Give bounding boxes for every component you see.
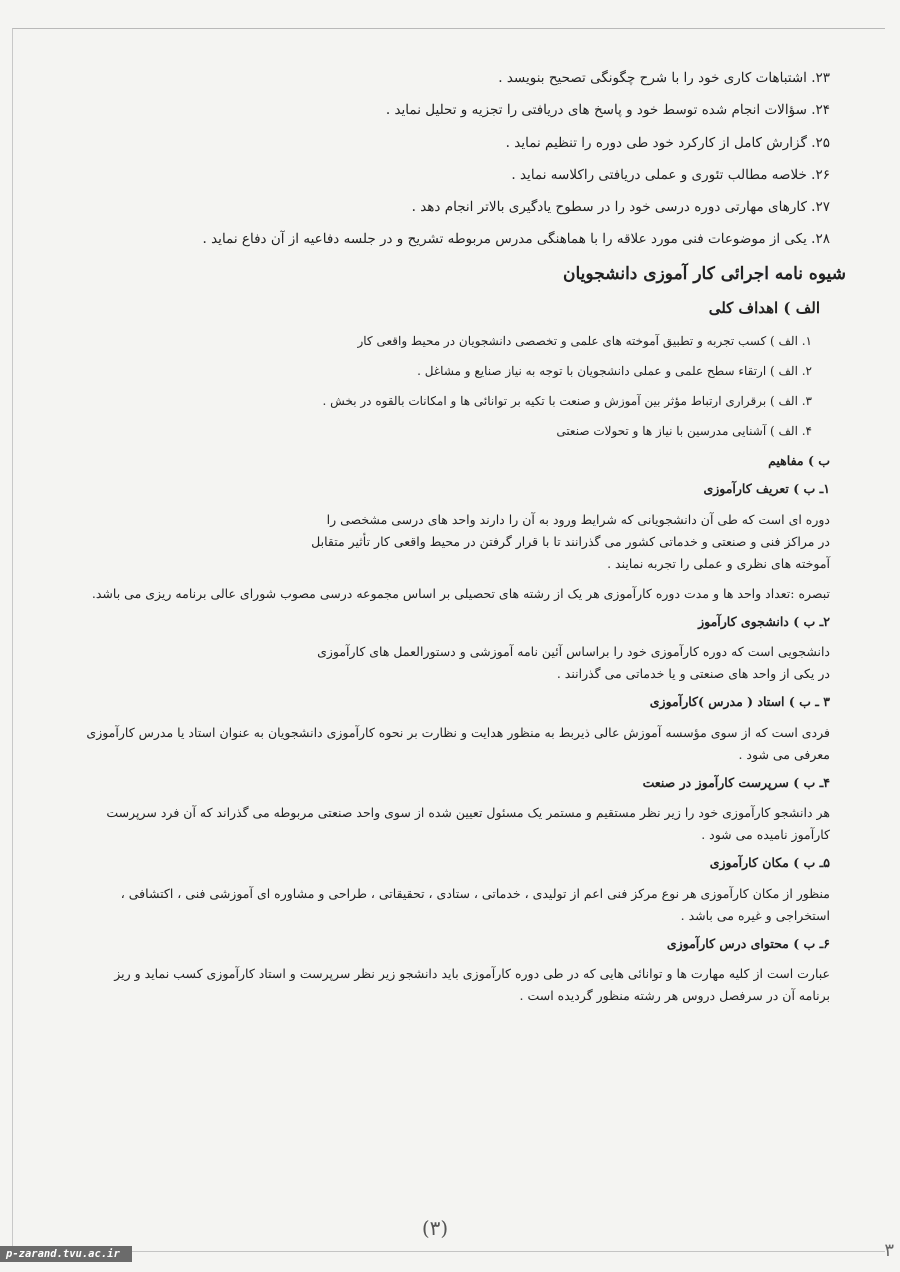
definition-text-2: دانشجویی است که دوره کارآموزی خود را براساس آئین نامه آموزشی و دستورالعمل های کارآموزی در یکی از واحد های صنعتی و یا خدماتی می گذرانند . — [317, 644, 830, 682]
goals-title: الف ) اهداف کلی — [708, 299, 820, 317]
definition-text-4: هر دانشجو کارآموزی خود را زیر نظر مستقیم و مستمر یک مسئول تعیین شده از سوی واحد صنعتی مربوطه می گذراند که آن فرد سرپرست کارآموز نامیده می شود . — [106, 805, 830, 843]
goal-item: ۱. الف ) کسب تجربه و تطبیق آموخته های علمی و تخصصی دانشجویان در محیط واقعی کار — [357, 333, 812, 348]
list-item: ۲۶. خلاصه مطالب تئوری و عملی دریافتی راکلاسه نماید . — [511, 166, 830, 183]
corner-number: ۳ — [884, 1240, 894, 1261]
list-item: ۲۸. یکی از موضوعات فنی مورد علاقه را با هماهنگی مدرس مربوطه تشریح و در جلسه دفاعیه از آن دفاع نماید . — [202, 231, 830, 248]
definition-title-5: ۵ـ ب ) مکان کارآموزی — [709, 855, 830, 870]
watermark: p-zarand.tvu.ac.ir — [0, 1246, 132, 1262]
definition-title-4: ۴ـ ب ) سرپرست کارآموز در صنعت — [642, 774, 830, 790]
list-item: ۲۴. سؤالات انجام شده توسط خود و پاسخ های دریافتی را تجزیه و تحلیل نماید . — [385, 102, 830, 119]
list-item: ۲۵. گزارش کامل از کارکرد خود طی دوره را تنظیم نماید . — [505, 134, 830, 151]
main-title: شیوه نامه اجرائی کار آموزی دانشجویان — [563, 263, 846, 284]
goal-item: ۴. الف ) آشنایی مدرسین با نیاز ها و تحولات صنعتی — [556, 423, 812, 438]
definition-text-3: فردی است که از سوی مؤسسه آموزش عالی ذیربط به منظور هدایت و نظارت بر نحوه کارآموزی دانشجویان به عنوان استاد یا مدرس کارآموزی معرفی می شود . — [86, 724, 830, 762]
list-item: ۲۷. کارهای مهارتی دوره درسی خود را در سطوح یادگیری بالاتر انجام دهد . — [411, 199, 830, 215]
page-number: (۳) — [421, 1216, 449, 1240]
definition-title-3: ۳ ـ ب ) استاد ( مدرس )کارآموزی — [649, 694, 830, 709]
definition-title-6: ۶ـ ب ) محتوای درس کارآموزی — [666, 935, 830, 951]
concepts-title: ب ) مفاهیم — [768, 452, 830, 468]
definition-text-6: عبارت است از کلیه مهارت ها و توانائی هایی که در طی دوره کارآموزی باید دانشجو زیر نظر سرپرست و استاد کارآموزی کسب نماید و ریز برنامه آن در سرفصل دروس هر رشته منظور گردیده است . — [114, 966, 830, 1004]
document-body — [60, 68, 846, 1015]
definition-title-2: ۲ـ ب ) دانشجوی کارآموز — [698, 613, 830, 629]
goal-item: ۳. الف ) برقراری ارتباط مؤثر بین آموزش و صنعت با تکیه بر توانائی ها و امکانات بالقوه در بخش . — [322, 393, 812, 408]
definition-text-1: دوره ای است که طی آن دانشجویانی که شرایط ورود به آن را دارند واحد های درسی مشخصی را در مراکز فنی و صنعتی و خدماتی کشور می گذرانند تا با قرار گرفتن در محیط واقعی کار تأثیر متقابل آموخته های نظری و عملی را تجربه نمایند . — [311, 512, 830, 571]
list-item: ۲۳. اشتباهات کاری خود را با شرح چگونگی تصحیح بنویسد . — [498, 70, 830, 86]
definition-text-5: منظور از مکان کارآموزی هر نوع مرکز فنی اعم از تولیدی ، خدماتی ، ستادی ، تحقیقاتی ، طراحی و مشاوره ای آموزشی فنی ، اکتشافی ، استخراجی و غیره می باشد . — [120, 885, 830, 923]
note-text: تبصره :تعداد واحد ها و مدت دوره کارآموزی هر یک از رشته های تحصیلی بر اساس مجموعه درسی مصوب شورای عالی برنامه ریزی می باشد. — [91, 585, 830, 601]
goal-item: ۲. الف ) ارتقاء سطح علمی و عملی دانشجویان با توجه به نیاز صنایع و مشاغل . — [417, 363, 812, 378]
definition-title-1: ۱ـ ب ) تعریف کارآموزی — [703, 481, 830, 497]
